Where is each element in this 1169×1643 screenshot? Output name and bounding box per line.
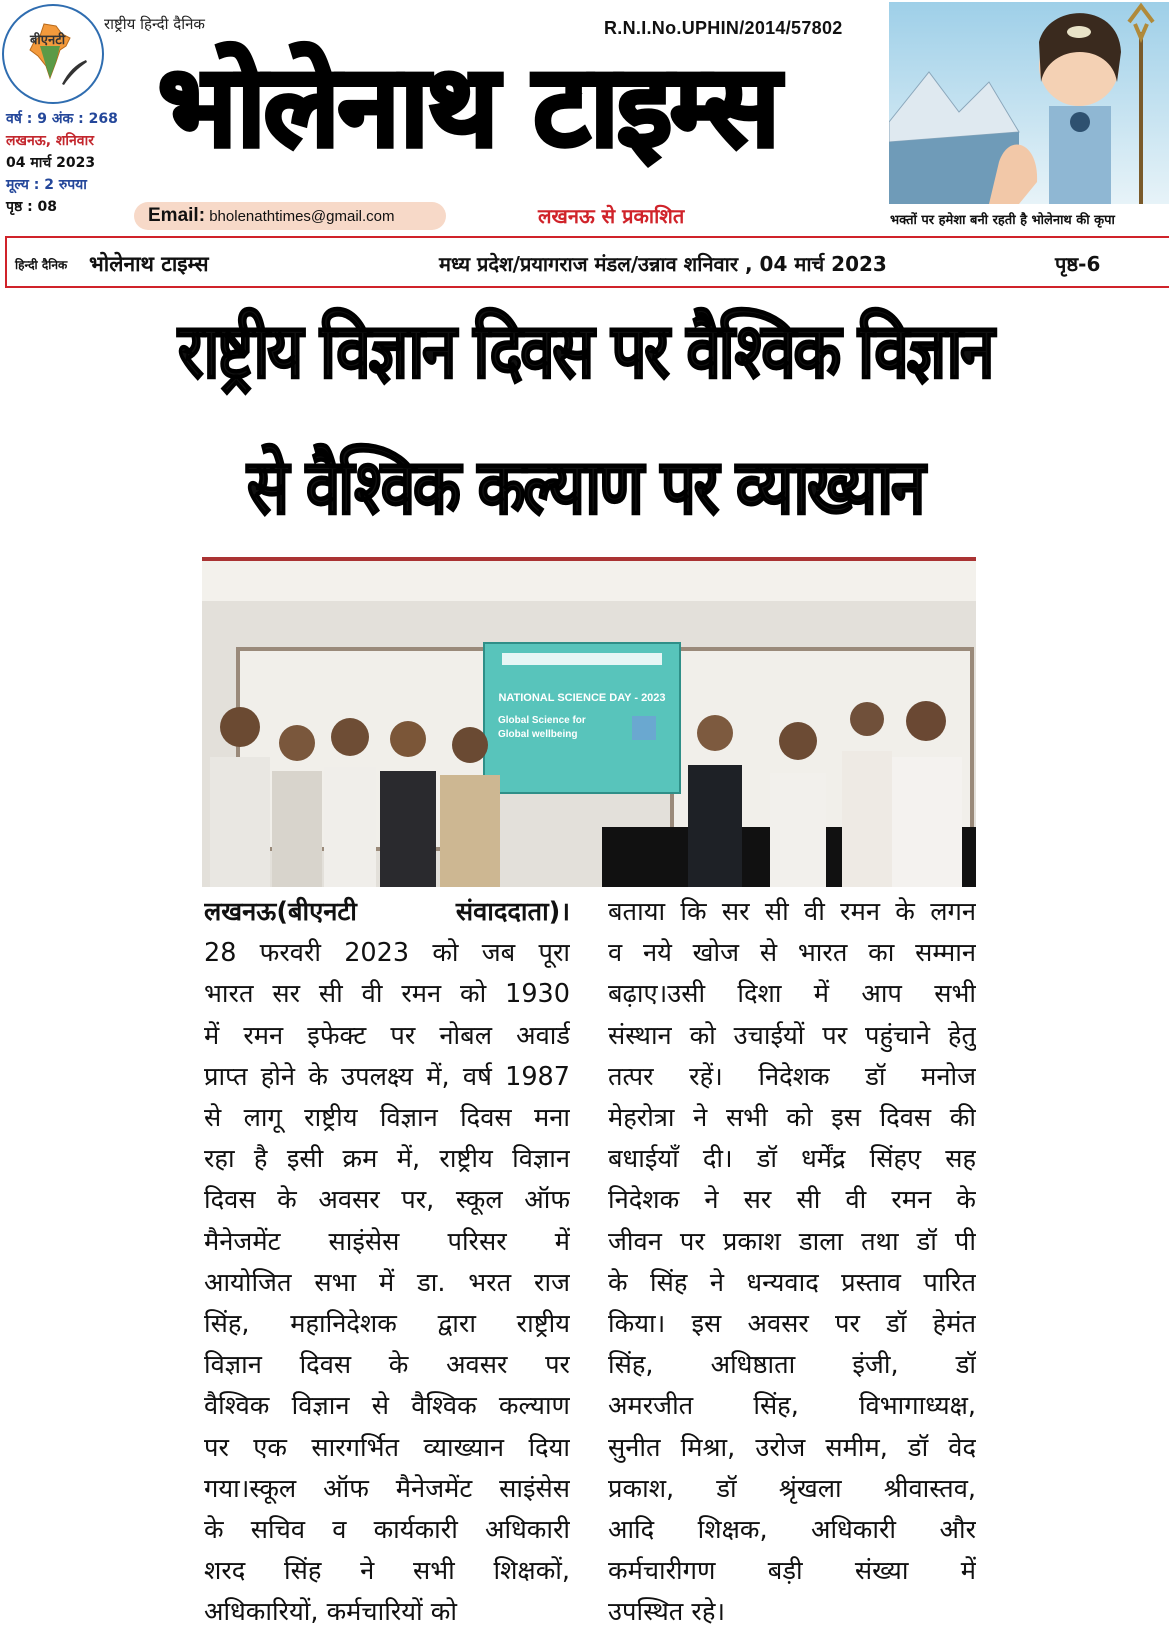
rni-number: R.N.I.No.UPHIN/2014/57802 <box>604 18 843 38</box>
paper-name: भोलेनाथ टाइम्स <box>158 42 778 172</box>
article-line: आयोजित सभा में डा. भरत राज <box>204 1267 570 1298</box>
article-line: शरद सिंह ने सभी शिक्षकों, <box>204 1556 570 1587</box>
screen-line-2: Global Science for <box>498 715 586 726</box>
screen-line-3: Global wellbeing <box>498 729 578 740</box>
article-line: प्राप्त होने के उपलक्ष्य में, वर्ष 1987 <box>204 1061 570 1092</box>
year-issue: वर्ष : 9 अंक : 268 <box>6 111 118 127</box>
article-dateline: लखनऊ(बीएनटी संवाददाता)। <box>204 897 570 927</box>
article-line: के सचिव व कार्यकारी अधिकारी <box>204 1515 570 1546</box>
people-group-left <box>210 707 500 887</box>
article-line: सुनीत मिश्रा, उरोज समीम, डॉ वेद <box>608 1432 976 1463</box>
masthead-tagline: राष्ट्रीय हिन्दी दैनिक <box>104 15 205 33</box>
page-header-band <box>5 236 1169 288</box>
article-line: के सिंह ने धन्यवाद प्रस्ताव पारित <box>608 1267 976 1298</box>
article-line: वैश्विक विज्ञान से वैश्विक कल्याण <box>204 1391 570 1422</box>
logo-text: बीएनटी <box>30 33 66 48</box>
page-count: पृष्ठ : 08 <box>6 199 58 215</box>
article-line: आदि शिक्षक, अधिकारी और <box>608 1515 976 1546</box>
article-line: कर्मचारीगण बड़ी संख्या में <box>608 1556 976 1587</box>
edition-meta <box>6 108 118 218</box>
published-from: लखनऊ से प्रकाशित <box>538 204 685 228</box>
email-pill <box>134 202 446 230</box>
article-line: बधाईयाँ दी। डॉ धर्मेंद्र सिंहए सह <box>608 1144 976 1175</box>
article-column-right <box>608 892 976 1634</box>
article-line: किया। इस अवसर पर डॉ हेमंत <box>608 1309 976 1340</box>
headline-line-1: राष्ट्रीय विज्ञान दिवस पर वैश्विक विज्ञान <box>177 306 993 395</box>
article-line: मेहरोत्रा ने सभी को इस दिवस की <box>608 1103 976 1134</box>
article-line: व नये खोज से भारत का सम्मान <box>608 938 976 969</box>
article-line: पर एक सारगर्भित व्याख्यान दिया <box>204 1432 570 1463</box>
event-photo <box>202 557 976 887</box>
article-line: प्रकाश, डॉ श्रृंखला श्रीवास्तव, <box>608 1473 976 1504</box>
article-line: मैनेजमेंट साइंसेस परिसर में <box>204 1226 570 1257</box>
screen-title: NATIONAL SCIENCE DAY - 2023 <box>498 692 666 704</box>
article-line: निदेशक ने सर सी वी रमन के <box>608 1185 976 1216</box>
article-line: बढ़ाए।उसी दिशा में आप सभी <box>608 979 976 1010</box>
newspaper-logo <box>2 4 104 104</box>
article-column-left <box>204 892 570 1634</box>
article-line: बताया कि सर सी वी रमन के लगन <box>608 897 976 927</box>
edition-date: 04 मार्च 2023 <box>6 155 96 171</box>
article-line: सिंह, महानिदेशक द्वारा राष्ट्रीय <box>204 1309 570 1340</box>
headline-line-2: से वैश्विक कल्याण पर व्याख्यान <box>247 442 923 531</box>
article-line: दिवस के अवसर पर, स्कूल ऑफ <box>204 1185 570 1216</box>
article-line: रहा है इसी क्रम में, राष्ट्रीय विज्ञान <box>204 1144 570 1175</box>
article-line: गया।स्कूल ऑफ मैनेजमेंट साइंसेस <box>204 1473 570 1504</box>
article-line: अमरजीत सिंह, विभागाध्यक्ष, <box>608 1391 976 1422</box>
lord-shiva-illustration <box>889 2 1169 204</box>
article-line: 28 फरवरी 2023 को जब पूरा <box>204 938 570 969</box>
article-line: से लागू राष्ट्रीय विज्ञान दिवस मना <box>204 1103 570 1134</box>
article-line: तत्पर रहें। निदेशक डॉ मनोज <box>608 1061 976 1092</box>
email-address: bholenathtimes@gmail.com <box>209 208 395 225</box>
article-line: संस्थान को उचाईयों पर पहुंचाने हेतु <box>608 1020 976 1051</box>
article-line: जीवन पर प्रकाश डाला तथा डॉ पी <box>608 1226 976 1257</box>
city-day: लखनऊ, शनिवार <box>6 133 94 149</box>
illustration-caption: भक्तों पर हमेशा बनी रहती है भोलेनाथ की कृपा <box>890 213 1115 228</box>
band-paper-name: भोलेनाथ टाइम्स <box>89 252 209 276</box>
article-line: भारत सर सी वी रमन को 1930 <box>204 979 570 1010</box>
price: मूल्य : 2 रुपया <box>6 177 87 193</box>
article-line: विज्ञान दिवस के अवसर पर <box>204 1350 570 1381</box>
page-number: पृष्ठ-6 <box>1055 252 1101 276</box>
band-label-small: हिन्दी दैनिक <box>15 258 68 272</box>
band-region-date: मध्य प्रदेश/प्रयागराज मंडल/उन्नाव शनिवार , 04 मार्च 2023 <box>439 252 887 276</box>
article-line: अधिकारियों, कर्मचारियों को <box>204 1597 457 1628</box>
quill-pen-icon <box>56 58 90 88</box>
article-line: सिंह, अधिष्ठाता इंजी, डॉ <box>608 1350 976 1381</box>
article-line: में रमन इफेक्ट पर नोबल अवार्ड <box>204 1020 570 1051</box>
email-label: Email: <box>148 205 206 226</box>
article-line: उपस्थित रहे। <box>608 1597 726 1628</box>
